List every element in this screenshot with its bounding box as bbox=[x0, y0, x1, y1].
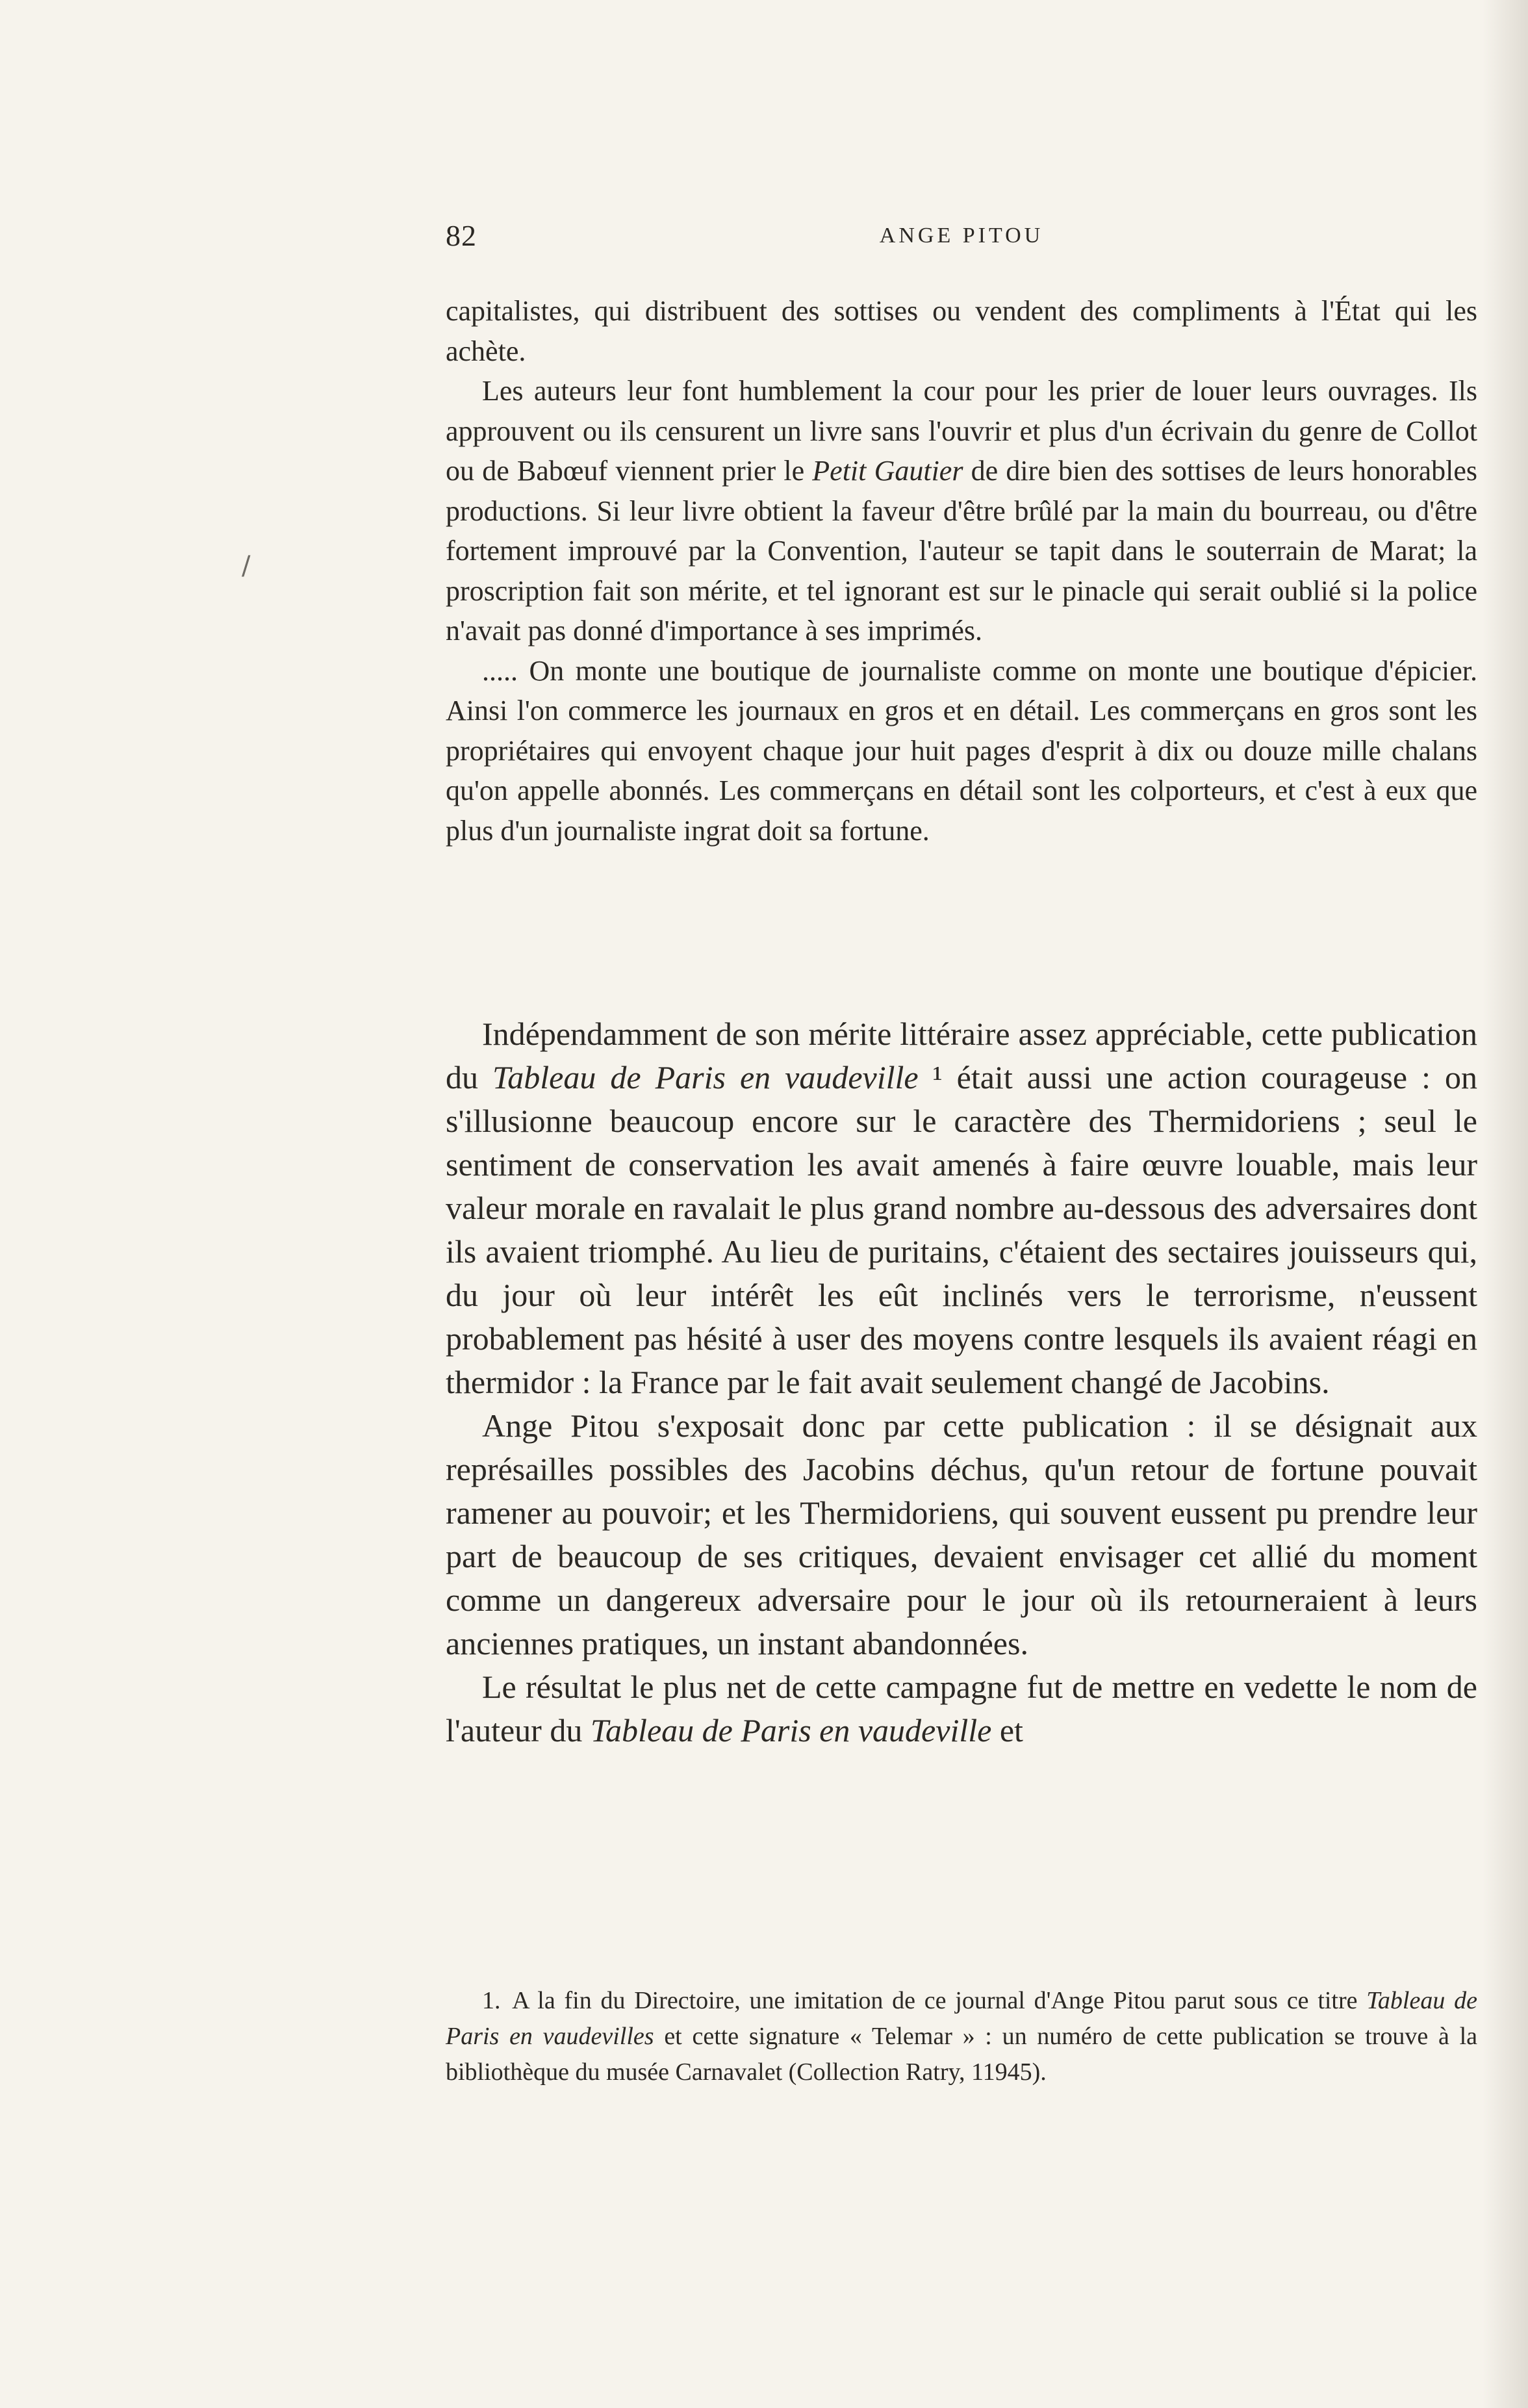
quote-paragraph-1: capitalistes, qui distribuent des sottises ou vendent des compliments à l'État qui les achète. bbox=[446, 295, 1477, 367]
italic-title: Tableau de Paris en vaudeville bbox=[590, 1712, 992, 1748]
quote-paragraph-3: ..... On monte une boutique de journaliste comme on monte une boutique d'épicier. Ainsi l'on commerce les journaux en gros et en détail. Les commerçans en gros sont les propriétaires qui envoyent chaque jour huit pages d'esprit à dix ou douze mille chalans qu'on appelle abonnés. Les commerçans en détail sont les colporteurs, et c'est à eux que plus d'un journaliste ingrat doit sa fortune. bbox=[446, 654, 1477, 847]
quote-paragraph-2: Les auteurs leur font humblement la cour pour les prier de louer leurs ouvrages. Ils approuvent ou ils censurent un livre sans l'ouvrir et plus d'un écrivain du genre de Collot ou de Babœuf viennent prier le Petit Gautier de dire bien des sottises de leurs honorables productions. Si leur livre obtient la faveur d'être brûlé par la main du bourreau, ou d'être fortement improuvé par la Convention, l'auteur se tapit dans le souterrain de Marat; la proscription fait son mérite, et tel ignorant est sur le pinacle qui serait oublié si la police n'avait pas donné d'importance à ses imprimés. bbox=[446, 375, 1478, 647]
body-paragraph-2: Ange Pitou s'exposait donc par cette publication : il se désignait aux représailles possibles des Jacobins déchus, qu'un retour de fortune pouvait ramener au pouvoir; et les Thermidoriens, qui souvent eussent pu prendre leur part de beaucoup de ses critiques, devaient envisager cet allié du moment comme un dangereux adversaire pour le jour où ils retourneraient à leurs anciennes pratiques, un instant abandonnées. bbox=[446, 1407, 1477, 1661]
page-number: 82 bbox=[446, 219, 477, 252]
page-header bbox=[446, 218, 1477, 257]
italic-title: Tableau de Paris en vaudeville bbox=[492, 1059, 919, 1095]
body-paragraph-3: Le résultat le plus net de cette campagne fut de mettre en vedette le nom de l'auteur du Tableau de Paris en vaudeville et bbox=[446, 1669, 1477, 1748]
main-text bbox=[446, 1012, 1477, 1752]
running-head: ANGE PITOU bbox=[879, 224, 1044, 248]
footnote-number: 1. bbox=[482, 1987, 501, 2014]
italic-title: Tableau de Paris en vaudevilles bbox=[446, 1987, 1477, 2050]
page-edge-shadow bbox=[1483, 0, 1528, 2408]
italic-title: Petit Gautier bbox=[812, 455, 963, 487]
margin-pencil-mark: / bbox=[242, 551, 251, 581]
body-paragraph-1: Indépendamment de son mérite littéraire assez appréciable, cette publication du Tableau de Paris en vaudeville ¹ était aussi une action courageuse : on s'illusionne beaucoup encore sur le caractère des Thermidoriens ; seul le sentiment de conservation les avait amenés à faire œuvre louable, mais leur valeur morale en ravalait le plus grand nombre au-dessous des adversaires dont ils avaient triomphé. Au lieu de puritains, c'étaient des sectaires jouisseurs qui, du jour où leur intérêt les eût inclinés vers le terrorisme, n'eussent probablement pas hésité à user des moyens contre lesquels ils avaient réagi en thermidor : la France par le fait avait seulement changé de Jacobins. bbox=[446, 1016, 1477, 1400]
quoted-passage bbox=[446, 291, 1477, 851]
footnotes bbox=[446, 1983, 1477, 2090]
footnote-reference: ¹ bbox=[918, 1059, 943, 1095]
footnote-1: 1. A la fin du Directoire, une imitation de ce journal d'Ange Pitou parut sous ce titre Tableau de Paris en vaudevilles et cette signature « Telemar » : un numéro de cette publication se trouve à la bibliothèque du musée Carnavalet (Collection Ratry, 11945). bbox=[446, 1987, 1478, 2086]
